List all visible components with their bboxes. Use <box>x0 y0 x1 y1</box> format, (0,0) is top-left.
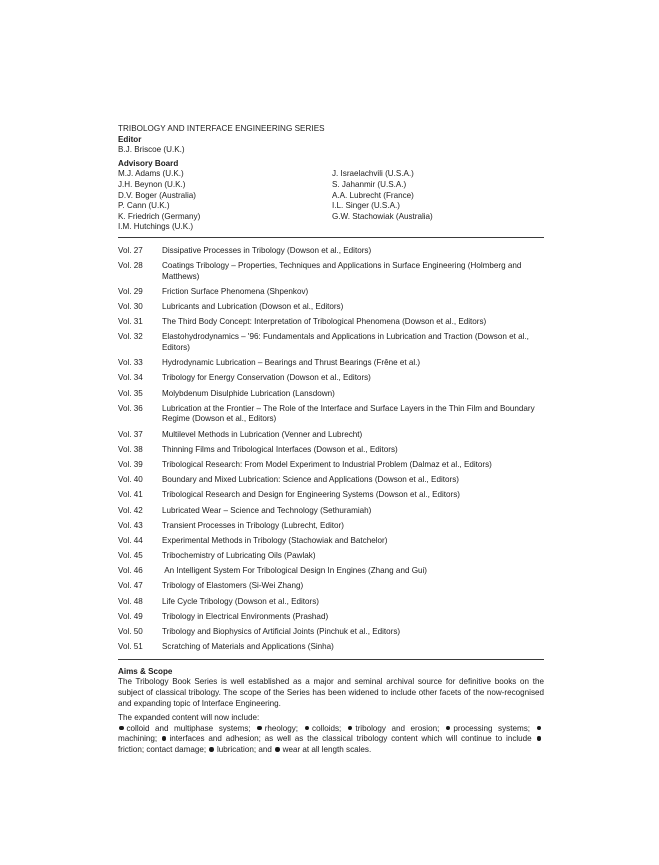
bullet-icon <box>119 726 124 731</box>
content-item: colloid and multiphase systems; <box>126 723 251 733</box>
volume-number: Vol. 50 <box>118 627 143 637</box>
volume-title: Tribology of Elastomers (Si-Wei Zhang) <box>162 581 304 591</box>
volume-title: Experimental Methods in Tribology (Stachowiak and Batchelor) <box>162 535 388 545</box>
volume-number: Vol. 36 <box>118 403 143 413</box>
board-member: I.M. Hutchings (U.K.) <box>118 222 194 232</box>
editor-heading: Editor <box>118 134 142 144</box>
bullet-icon <box>209 747 214 752</box>
volume-title: Tribochemistry of Lubricating Oils (Pawlak) <box>162 551 316 561</box>
volume-item <box>118 627 544 638</box>
volume-item <box>118 358 544 369</box>
volume-item <box>118 597 544 608</box>
bullet-icon <box>446 726 451 731</box>
volume-title: Multilevel Methods in Lubrication (Venner and Lubrecht) <box>162 429 363 439</box>
series-page <box>118 124 544 756</box>
volume-title: Elastohydrodynamics – '96: Fundamentals and Applications in Lubrication and Traction (Dowson et al., Editors) <box>162 332 529 353</box>
volume-title: Lubrication at the Frontier – The Role of the Interface and Surface Layers in the Thin Film and Boundary Regime (Dowson et al., Editors) <box>162 403 535 424</box>
content-item: wear at all length scales. <box>282 744 372 754</box>
board-member: J.H. Beynon (U.K.) <box>118 179 186 189</box>
divider-bottom <box>118 659 544 660</box>
volume-item <box>118 475 544 486</box>
volume-item <box>118 287 544 298</box>
volume-title: Lubricated Wear – Science and Technology (Sethuramiah) <box>162 505 372 515</box>
content-item: friction; contact damage; <box>118 744 207 754</box>
volume-item <box>118 445 544 456</box>
volume-number: Vol. 34 <box>118 373 143 383</box>
divider-top <box>118 237 544 238</box>
aims-and-scope-section <box>118 667 544 756</box>
volume-number: Vol. 29 <box>118 286 143 296</box>
volume-title: Tribological Research: From Model Experiment to Industrial Problem (Dalmaz et al., Editors) <box>162 459 492 469</box>
board-member: G.W. Stachowiak (Australia) <box>332 211 433 221</box>
board-member: I.L. Singer (U.S.A.) <box>332 201 400 211</box>
expanded-intro: The expanded content will now include: <box>118 713 260 723</box>
volume-number: Vol. 51 <box>118 642 143 652</box>
content-item: machining; <box>118 734 158 744</box>
volume-title: Coatings Tribology – Properties, Techniques and Applications in Surface Engineering (Holmberg and Matthews) <box>162 261 522 281</box>
board-member-empty <box>332 222 544 233</box>
volume-title: Tribological Research and Design for Engineering Systems (Dowson et al., Editors) <box>162 490 460 500</box>
volume-item <box>118 490 544 501</box>
editor-name: B.J. Briscoe (U.K.) <box>118 145 185 155</box>
content-item: processing systems; <box>453 723 530 733</box>
volume-item <box>118 332 544 353</box>
bullet-icon <box>275 747 280 752</box>
volume-number: Vol. 49 <box>118 611 143 621</box>
volume-number: Vol. 28 <box>118 261 143 271</box>
volume-item <box>118 460 544 471</box>
bullet-icon <box>537 736 542 741</box>
volume-title: Friction Surface Phenomena (Shpenkov) <box>162 286 309 296</box>
volume-number: Vol. 33 <box>118 358 143 368</box>
volume-title: The Third Body Concept: Interpretation of Tribological Phenomena (Dowson et al., Editors) <box>162 317 487 327</box>
content-item: lubrication; and <box>216 744 272 754</box>
volume-title: Transient Processes in Tribology (Lubrecht, Editor) <box>162 520 344 530</box>
volume-item <box>118 302 544 313</box>
volume-number: Vol. 46 <box>118 566 143 576</box>
volume-item <box>118 317 544 328</box>
volume-item <box>118 404 544 425</box>
volume-number: Vol. 48 <box>118 596 143 606</box>
volume-item <box>118 246 544 257</box>
volume-title: Dissipative Processes in Tribology (Dowson et al., Editors) <box>162 245 372 255</box>
volume-item <box>118 521 544 532</box>
volume-number: Vol. 32 <box>118 332 143 342</box>
volume-title: Boundary and Mixed Lubrication: Science and Applications (Dowson et al., Editors) <box>162 475 459 485</box>
volume-number: Vol. 41 <box>118 490 143 500</box>
volume-title: Scratching of Materials and Applications (Sinha) <box>162 642 334 652</box>
expanded-content-list <box>118 724 544 756</box>
volume-item <box>118 536 544 547</box>
volume-item <box>118 551 544 562</box>
volume-list <box>118 246 544 653</box>
volume-item <box>118 581 544 592</box>
bullet-icon <box>537 726 542 731</box>
volume-item <box>118 506 544 517</box>
volume-title: Thinning Films and Tribological Interfaces (Dowson et al., Editors) <box>162 444 398 454</box>
volume-item <box>118 261 544 282</box>
volume-title: Tribology for Energy Conservation (Dowson et al., Editors) <box>162 373 371 383</box>
volume-title: Tribology and Biophysics of Artificial Joints (Pinchuk et al., Editors) <box>162 627 401 637</box>
board-member: P. Cann (U.K.) <box>118 201 170 211</box>
volume-title: Hydrodynamic Lubrication – Bearings and Thrust Bearings (Frêne et al.) <box>162 358 421 368</box>
volume-item <box>118 566 544 577</box>
volume-number: Vol. 44 <box>118 535 143 545</box>
volume-number: Vol. 27 <box>118 245 143 255</box>
board-member: A.A. Lubrecht (France) <box>332 190 414 200</box>
aims-paragraph: The Tribology Book Series is well established as a major and seminal archival source for definitive books on the subject of classical tribology. The scope of the Series has been widened to include other facets of the now-recognised and expanding topic of Interface Engineering. <box>118 677 544 708</box>
volume-item <box>118 642 544 653</box>
volume-item <box>118 612 544 623</box>
content-item: tribology and erosion; <box>355 723 440 733</box>
board-member: M.J. Adams (U.K.) <box>118 169 184 179</box>
board-member: J. Israelachvili (U.S.A.) <box>332 169 414 179</box>
volume-number: Vol. 31 <box>118 317 143 327</box>
volume-item <box>118 430 544 441</box>
aims-heading: Aims & Scope <box>118 666 173 676</box>
volume-title: Lubricants and Lubrication (Dowson et al., Editors) <box>162 302 344 312</box>
board-member: D.V. Boger (Australia) <box>118 190 196 200</box>
volume-number: Vol. 47 <box>118 581 143 591</box>
content-item: rheology; <box>264 723 298 733</box>
bullet-icon <box>162 736 167 741</box>
volume-item <box>118 389 544 400</box>
advisory-board-heading: Advisory Board <box>118 158 179 168</box>
volume-number: Vol. 35 <box>118 388 143 398</box>
volume-number: Vol. 39 <box>118 459 143 469</box>
bullet-icon <box>305 726 310 731</box>
volume-number: Vol. 43 <box>118 520 143 530</box>
board-member: K. Friedrich (Germany) <box>118 211 201 221</box>
advisory-board-list <box>118 169 544 233</box>
board-member: S. Jahanmir (U.S.A.) <box>332 179 407 189</box>
volume-title: An Intelligent System For Tribological Design In Engines (Zhang and Gui) <box>162 566 427 576</box>
volume-item <box>118 373 544 384</box>
volume-number: Vol. 45 <box>118 551 143 561</box>
volume-number: Vol. 42 <box>118 505 143 515</box>
volume-number: Vol. 37 <box>118 429 143 439</box>
content-item: interfaces and adhesion; as well as the classical tribology content which will continue to include <box>169 734 532 744</box>
bullet-icon <box>257 726 262 731</box>
volume-number: Vol. 38 <box>118 444 143 454</box>
content-item: colloids; <box>312 723 342 733</box>
volume-title: Tribology in Electrical Environments (Prashad) <box>162 611 329 621</box>
volume-title: Life Cycle Tribology (Dowson et al., Editors) <box>162 596 319 606</box>
volume-number: Vol. 40 <box>118 475 143 485</box>
volume-title: Molybdenum Disulphide Lubrication (Lansdown) <box>162 388 335 398</box>
bullet-icon <box>348 726 353 731</box>
volume-number: Vol. 30 <box>118 302 143 312</box>
series-title: TRIBOLOGY AND INTERFACE ENGINEERING SERIES <box>118 124 325 133</box>
